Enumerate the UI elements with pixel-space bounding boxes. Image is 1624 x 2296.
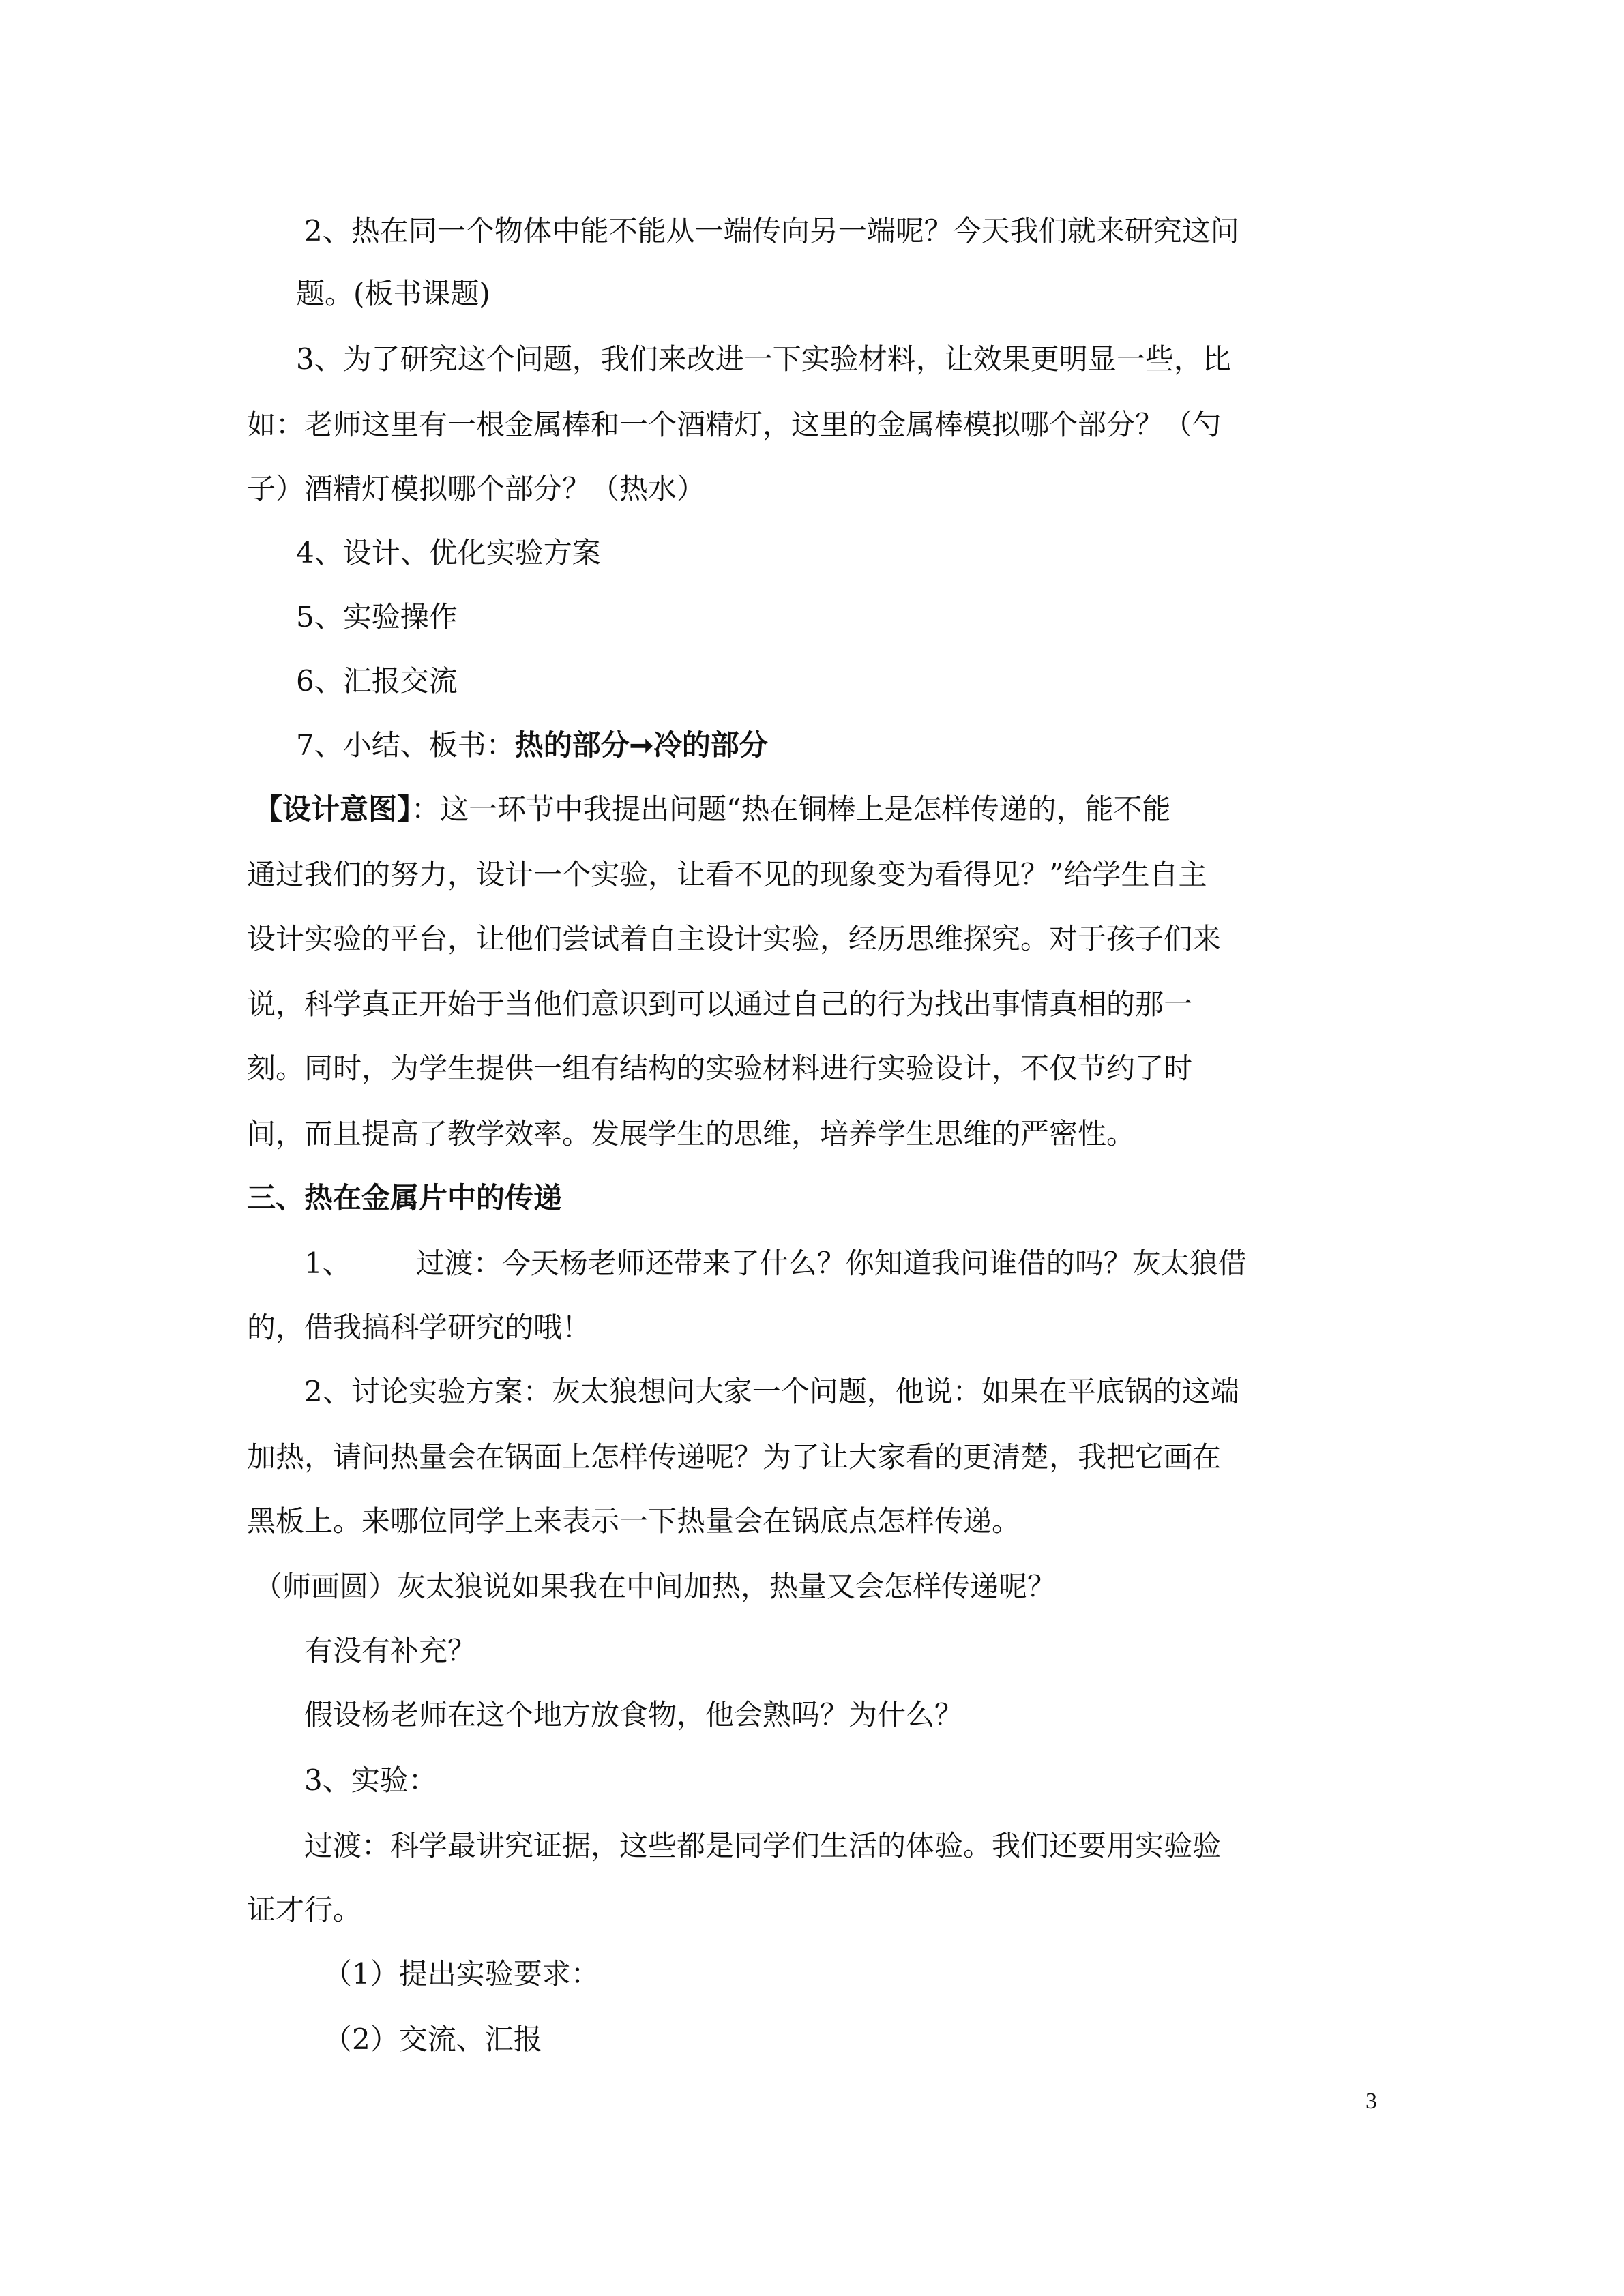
design-intent-text: ：这一环节中我提出问题“热在铜棒上是怎样传递的，能不能 xyxy=(411,792,1171,826)
page-number: 3 xyxy=(1365,2089,1377,2114)
summary-board-text: 热的部分➞冷的部分 xyxy=(514,728,768,762)
paragraph-line: 6、汇报交流 xyxy=(296,664,458,698)
paragraph-line: （师画圆）灰太狼说如果我在中间加热，热量又会怎样传递呢？ xyxy=(254,1570,1057,1603)
paragraph-line: 假设杨老师在这个地方放食物，他会熟吗？为什么？ xyxy=(304,1698,964,1731)
paragraph-line: 刻。同时，为学生提供一组有结构的实验材料进行实验设计，不仅节约了时 xyxy=(247,1052,1193,1085)
paragraph-line: 证才行。 xyxy=(247,1893,362,1926)
summary-prefix: 7、小结、板书： xyxy=(296,728,515,762)
paragraph-line: 设计实验的平台，让他们尝试着自主设计实验，经历思维探究。对于孩子们来 xyxy=(247,922,1222,955)
paragraph-line: 黑板上。来哪位同学上来表示一下热量会在锅底点怎样传递。 xyxy=(247,1504,1021,1538)
paragraph-line: 3、为了研究这个问题，我们来改进一下实验材料，让效果更明显一些，比 xyxy=(296,342,1231,376)
summary-line xyxy=(296,728,768,762)
item-number: 1、 xyxy=(304,1247,351,1280)
paragraph-line: 的，借我搞科学研究的哦！ xyxy=(247,1311,591,1344)
section-heading: 三、热在金属片中的传递 xyxy=(247,1181,563,1214)
paragraph-line: 5、实验操作 xyxy=(296,600,458,633)
paragraph-line: 子）酒精灯模拟哪个部分？（热水） xyxy=(247,472,706,505)
numbered-line xyxy=(304,1249,1247,1278)
paragraph-line: 说，科学真正开始于当他们意识到可以通过自己的行为找出事情真相的那一 xyxy=(247,987,1193,1021)
design-intent-line xyxy=(254,792,1171,826)
paragraph-line: 间，而且提高了教学效率。发展学生的思维，培养学生思维的严密性。 xyxy=(247,1117,1136,1150)
paragraph-line: 2、讨论实验方案：灰太狼想问大家一个问题，他说：如果在平底锅的这端 xyxy=(304,1375,1239,1408)
paragraph-line: 4、设计、优化实验方案 xyxy=(296,536,601,569)
paragraph-line: 2、热在同一个物体中能不能从一端传向另一端呢？今天我们就来研究这问 xyxy=(304,214,1239,248)
paragraph-line: 加热，请问热量会在锅面上怎样传递呢？为了让大家看的更清楚，我把它画在 xyxy=(247,1440,1222,1474)
paragraph-line: 通过我们的努力，设计一个实验，让看不见的现象变为看得见？”给学生自主 xyxy=(247,858,1207,891)
paragraph-line: 过渡：科学最讲究证据，这些都是同学们生活的体验。我们还要用实验验 xyxy=(304,1829,1222,1862)
paragraph-line: 3、实验： xyxy=(304,1763,437,1797)
paragraph-line: （2）交流、汇报 xyxy=(323,2023,542,2056)
paragraph-line: 如：老师这里有一根金属棒和一个酒精灯，这里的金属棒模拟哪个部分？（勺 xyxy=(247,408,1222,441)
design-intent-label: 【设计意图】 xyxy=(254,792,412,826)
paragraph-line: （1）提出实验要求： xyxy=(323,1957,600,1991)
item-text: 过渡：今天杨老师还带来了什么？你知道我问谁借的吗？灰太狼借 xyxy=(415,1247,1247,1280)
paragraph-line: 题。(板书课题) xyxy=(296,277,490,310)
paragraph-line: 有没有补充？ xyxy=(304,1634,477,1667)
